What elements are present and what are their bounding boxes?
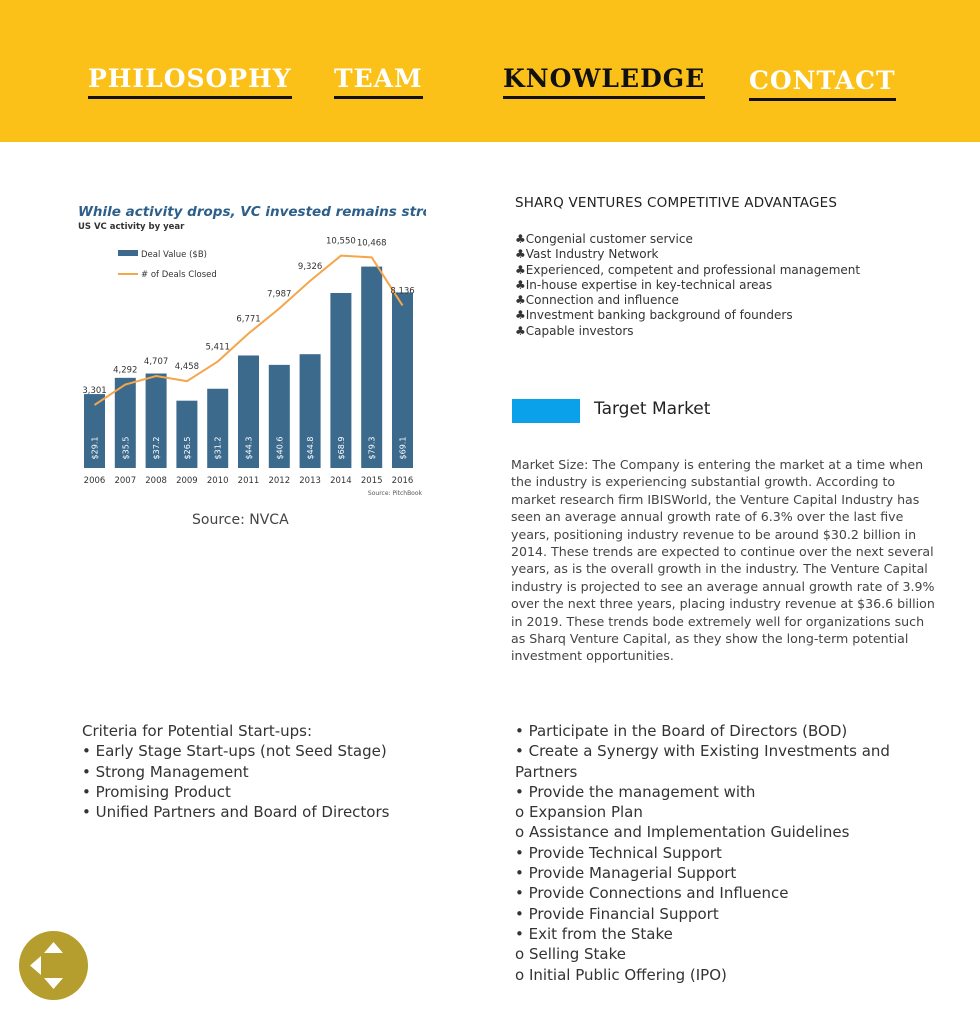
deals-value-label: 4,292: [113, 365, 138, 376]
deals-value-label: 9,326: [297, 261, 323, 272]
bar-value-label: $26.5: [182, 436, 192, 460]
nav-team[interactable]: TEAM: [334, 64, 423, 99]
service-subitem: o Expansion Plan: [515, 803, 643, 822]
target-market-accent-bar: [512, 399, 580, 423]
criteria-item: • Early Stage Start-ups (not Seed Stage): [82, 742, 387, 761]
advantage-item: ♣ Capable investors: [515, 324, 860, 339]
bar-value-label: $31.2: [213, 436, 223, 460]
target-market-title: Target Market: [594, 399, 711, 419]
service-item: • Provide Connections and Influence: [515, 884, 789, 903]
bar-value-label: $29.1: [90, 436, 100, 460]
x-tick-label: 2011: [237, 476, 260, 486]
service-item: • Provide Technical Support: [515, 843, 722, 862]
deals-value-label: 6,771: [236, 314, 261, 325]
x-tick-label: 2014: [330, 476, 352, 486]
deals-value-label: 10,468: [356, 238, 387, 249]
criteria-heading: Criteria for Potential Start-ups:: [82, 722, 313, 740]
x-tick-label: 2006: [83, 476, 106, 486]
criteria-item: • Strong Management: [82, 762, 249, 781]
service-item: • Provide the management with: [515, 782, 756, 801]
advantage-item: ♣ Connection and influence: [515, 293, 860, 308]
services-section: [515, 721, 915, 985]
advantages-title: SHARQ VENTURES COMPETITIVE ADVANTAGES: [515, 195, 838, 211]
scroll-arrows-icon: [19, 931, 88, 1000]
x-tick-label: 2010: [206, 476, 229, 486]
service-subitem: o Assistance and Implementation Guidelines: [515, 823, 850, 842]
x-tick-label: 2013: [299, 476, 321, 486]
legend-bar-label: Deal Value ($B): [141, 250, 207, 260]
nav-contact[interactable]: CONTACT: [749, 66, 896, 101]
bar-value-label: $69.1: [398, 436, 408, 460]
service-item: • Create a Synergy with Existing Investments and Partners: [515, 742, 890, 781]
service-item: • Exit from the Stake: [515, 924, 673, 943]
chart-title: While activity drops, VC invested remains strong: [78, 204, 426, 220]
x-tick-label: 2015: [360, 476, 383, 486]
service-subitem: o Initial Public Offering (IPO): [515, 965, 727, 984]
x-tick-label: 2008: [145, 476, 167, 486]
advantage-item: ♣ Investment banking background of founders: [515, 308, 860, 323]
advantage-item: ♣ In-house expertise in key-technical areas: [515, 278, 860, 293]
x-tick-label: 2007: [114, 476, 137, 486]
chart-svg: [56, 195, 426, 505]
chart-annotation: Source: PitchBook: [367, 490, 422, 497]
service-subitem: o Selling Stake: [515, 945, 626, 964]
criteria-item: • Unified Partners and Board of Directors: [82, 803, 390, 822]
vc-activity-chart: [56, 195, 426, 505]
criteria-item: • Promising Product: [82, 782, 231, 801]
service-item: • Provide Financial Support: [515, 904, 719, 923]
nav-knowledge[interactable]: KNOWLEDGE: [503, 64, 705, 99]
deals-value-label: 10,550: [326, 236, 356, 247]
advantage-item: ♣ Congenial customer service: [515, 232, 860, 247]
bar-value-label: $40.6: [275, 436, 285, 460]
deals-value-label: 8,136: [390, 286, 415, 297]
chart-source: Source: NVCA: [192, 512, 289, 528]
deals-value-label: 3,301: [82, 386, 107, 396]
bar-value-label: $44.3: [244, 436, 254, 460]
market-size-text: Market Size: The Company is entering the market at a time when the industry is experiencing substantial growth. According to market research firm IBISWorld, the Venture Capital Industry has seen an average annual growth rate of 6.3% over the last five years, positioning industry revenue to be around $30.2 billion in 2014. These trends are expected to continue over the next several years, as is the overall growth in the industry. The Venture Capital industry is projected to see an average annual growth rate of 3.9% over the next three years, placing industry revenue at $36.6 billion in 2019. These trends bode extremely well for organizations such as Sharq Venture Capital, as they show the long-term potential investment opportunities.: [511, 457, 935, 664]
legend-line-label: # of Deals Closed: [141, 270, 217, 280]
bar-value-label: $79.3: [367, 436, 377, 460]
nav-philosophy[interactable]: PHILOSOPHY: [88, 64, 292, 99]
advantage-item: ♣ Vast Industry Network: [515, 247, 860, 262]
x-tick-label: 2009: [176, 476, 198, 486]
chart-subtitle: US VC activity by year: [78, 222, 185, 232]
deals-value-label: 4,707: [143, 357, 169, 368]
bar-value-label: $37.2: [152, 436, 162, 460]
x-tick-label: 2012: [268, 476, 291, 486]
bar-value-label: $35.5: [121, 436, 131, 460]
advantages-list: [515, 232, 860, 339]
criteria-section: [82, 721, 389, 822]
top-navigation: [0, 0, 980, 142]
legend-bar-swatch: [118, 250, 138, 256]
advantage-item: ♣ Experienced, competent and professional management: [515, 263, 860, 278]
bar-value-label: $44.8: [306, 436, 316, 460]
scroll-navigation-button[interactable]: [19, 931, 88, 1000]
service-item: • Provide Managerial Support: [515, 864, 737, 883]
x-tick-label: 2016: [391, 476, 414, 486]
bar-value-label: $68.9: [336, 436, 346, 460]
deals-value-label: 5,411: [205, 342, 230, 353]
deals-value-label: 7,987: [267, 289, 292, 300]
deals-value-label: 4,458: [174, 362, 200, 373]
service-item: • Participate in the Board of Directors (BOD): [515, 722, 848, 740]
